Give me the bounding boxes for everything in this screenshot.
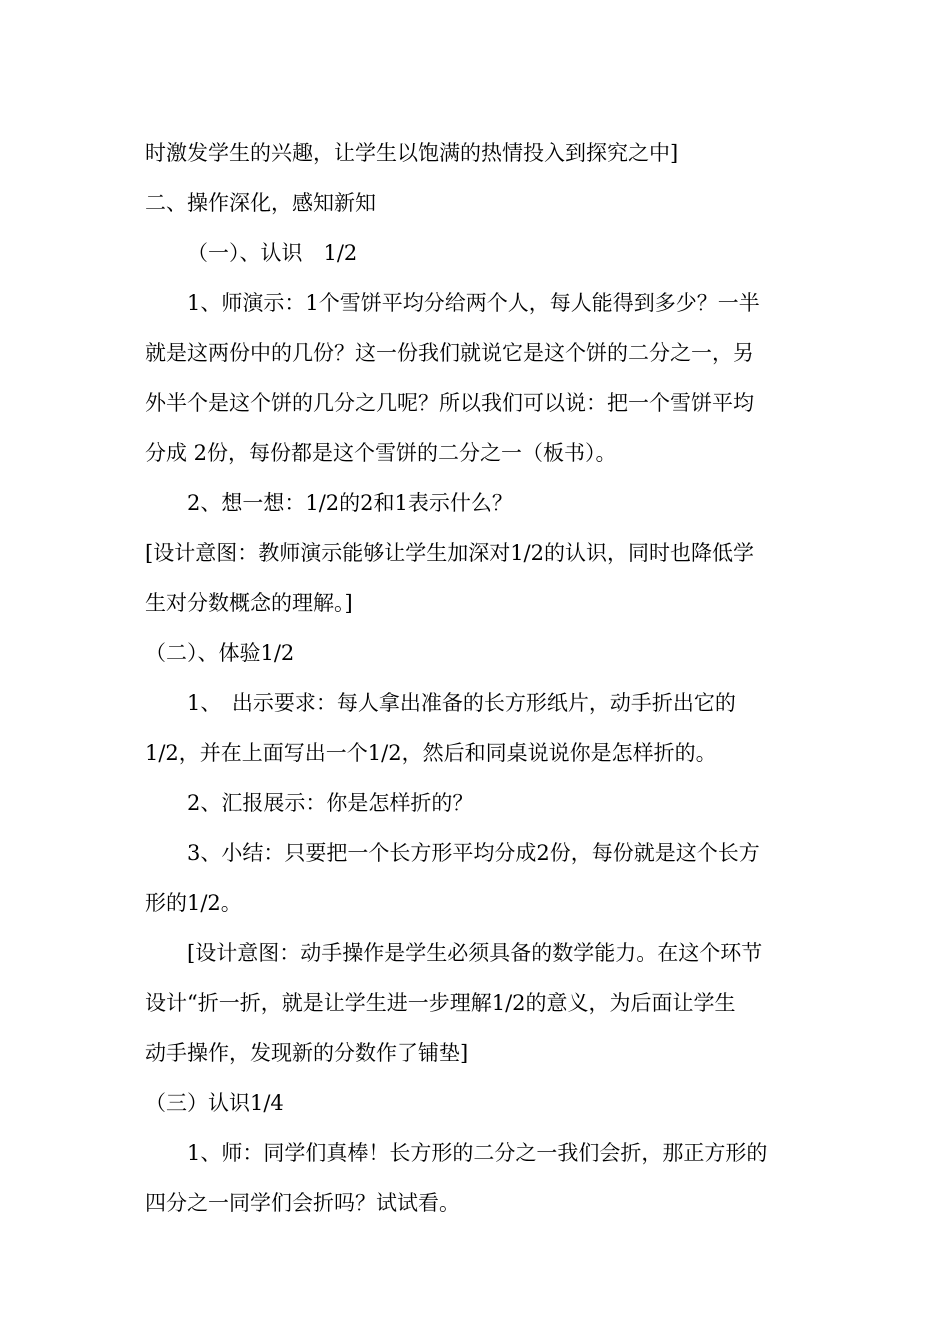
text-line-21: 1、师：同学们真棒！长方形的二分之一我们会折，那正方形的	[187, 1141, 768, 1165]
text-line-7: 分成 2份，每份都是这个雪饼的二分之一（板书）。	[145, 441, 617, 465]
text-line-8: 2、想一想：1/2的2和1表示什么？	[187, 491, 513, 515]
text-line-14: 2、汇报展示：你是怎样折的？	[187, 791, 474, 815]
design-intent-line-2: 生对分数概念的理解。]	[145, 591, 353, 615]
text-line-16: 形的1/2。	[145, 891, 242, 915]
subsection-heading-1: （一）、认识 1/2	[187, 241, 358, 265]
design-intent-line-5: 动手操作，发现新的分数作了铺垫]	[145, 1041, 469, 1065]
design-intent-line-1: [设计意图：教师演示能够让学生加深对1/2的认识，同时也降低学	[145, 541, 754, 565]
text-line-12: 1、 出示要求：每人拿出准备的长方形纸片，动手折出它的	[187, 691, 736, 715]
text-line-13: 1/2，并在上面写出一个1/2，然后和同桌说说你是怎样折的。	[145, 741, 717, 765]
design-intent-line-4: 设计“折一折，就是让学生进一步理解1/2的意义，为后面让学生	[145, 991, 736, 1015]
text-line-15: 3、小结：只要把一个长方形平均分成2份，每份就是这个长方	[187, 841, 760, 865]
text-line-1: 时激发学生的兴趣，让学生以饱满的热情投入到探究之中]	[145, 141, 679, 165]
text-line-4: 1、师演示：1个雪饼平均分给两个人，每人能得到多少？一半	[187, 291, 760, 315]
subsection-heading-3: （三）认识1/4	[145, 1091, 284, 1115]
section-heading-2: 二、操作深化，感知新知	[145, 191, 376, 215]
text-line-6: 外半个是这个饼的几分之几呢？所以我们可以说：把一个雪饼平均	[145, 391, 754, 415]
subsection-heading-2: （二）、体验1/2	[145, 641, 295, 665]
text-line-22: 四分之一同学们会折吗？试试看。	[145, 1191, 460, 1215]
text-line-5: 就是这两份中的几份？这一份我们就说它是这个饼的二分之一，另	[145, 341, 754, 365]
design-intent-line-3: [设计意图：动手操作是学生必须具备的数学能力。在这个环节	[187, 941, 763, 965]
